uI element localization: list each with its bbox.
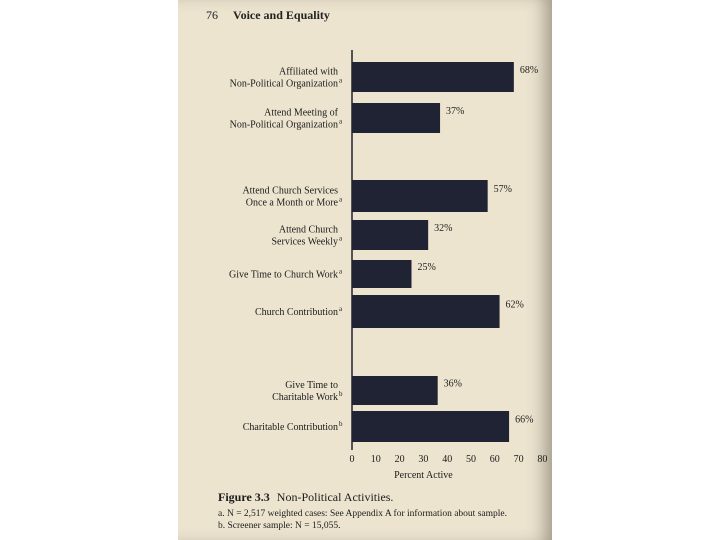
bar-value-label: 62% [505,299,524,311]
bar-value-label: 36% [443,378,463,390]
page-number: 76 [206,8,218,22]
x-tick-label: 30 [418,454,429,465]
bar-chart [178,0,552,490]
bar-value-label: 32% [434,223,453,234]
footnote-marker: a [339,305,343,313]
caption-note-a: a. N = 2,517 weighted cases: See Appendix A for information about sample. [218,509,507,519]
bar [352,295,500,328]
bar-value-label: 37% [446,106,465,117]
category-label: Affiliated with [279,66,338,78]
x-tick-label: 50 [466,454,476,465]
caption-note-b: b. Screener sample: N = 15,055. [218,521,341,531]
x-tick-label: 60 [489,454,500,465]
category-label: Give Time to Church Work [228,269,338,281]
category-label: Attend Meeting of [264,107,338,119]
x-tick-label: 10 [370,454,381,465]
footnote-marker: a [339,76,343,85]
footnote-marker: a [339,117,343,126]
category-label: Non-Political Organization [229,119,338,131]
running-head-title: Voice and Equality [233,8,330,22]
figure-caption [218,490,507,532]
footnote-marker: b [339,390,343,398]
bar-value-label: 57% [493,184,513,195]
book-page [178,0,552,540]
footnote-marker: b [339,420,343,428]
category-label: Church Contribution [254,307,338,318]
bar-value-label: 25% [417,262,436,273]
bar [352,411,509,442]
figure-title: Non-Political Activities. [276,490,394,504]
x-tick-label: 70 [513,454,524,465]
figure-label: Figure 3.3 [218,490,270,504]
x-axis-title: Percent Active [394,470,453,481]
footnote-marker: a [339,234,343,243]
x-tick-label: 20 [394,454,405,465]
x-tick-label: 80 [537,454,548,465]
footnote-marker: a [339,195,343,204]
category-label: Attend Church Services [242,185,338,197]
bar [352,220,428,250]
caption-title [218,490,507,505]
bar-value-label: 66% [515,414,534,426]
bar [352,62,514,92]
footnote-marker: a [339,267,343,276]
category-label: Services Weekly [271,236,338,248]
category-label: Charitable Work [272,392,338,403]
category-label: Give Time to [285,380,338,391]
x-tick-label: 40 [442,454,453,465]
bar-value-label: 68% [519,65,539,76]
bar [352,376,438,405]
x-tick-label: 0 [349,454,355,465]
bar [352,260,412,288]
category-label: Non-Political Organization [229,78,338,90]
category-label: Attend Church [278,224,338,236]
bar [352,180,488,212]
category-label: Charitable Contribution [242,422,338,433]
bar [352,103,440,133]
category-label: Once a Month or More [245,197,338,209]
